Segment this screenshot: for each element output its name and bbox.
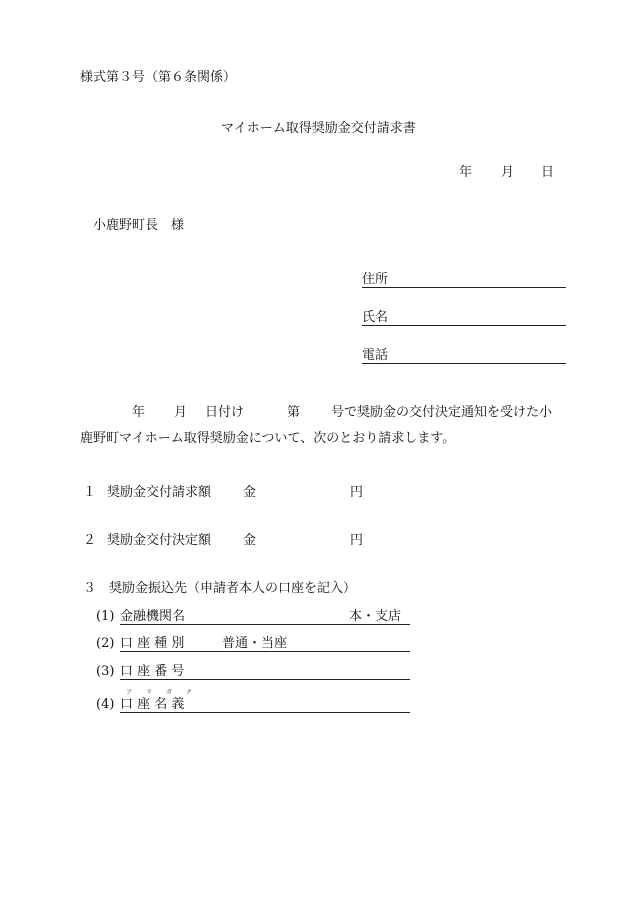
transfer-row-1-label: 金融機関名 xyxy=(120,609,186,624)
transfer-row-2-value: 普通・当座 xyxy=(222,636,288,651)
item-1-unit: 円 xyxy=(350,485,364,500)
bank-name-field[interactable] xyxy=(120,624,410,625)
transfer-row-4-label: 口 座 名 義 xyxy=(120,697,185,712)
account-number-field[interactable] xyxy=(120,679,410,680)
name-label: 氏名 xyxy=(362,310,389,325)
furigana-2: リ xyxy=(146,689,153,696)
item-2-unit: 円 xyxy=(350,533,364,548)
phone-label: 電話 xyxy=(362,348,389,363)
body-dai: 第 xyxy=(287,405,301,420)
phone-field[interactable] xyxy=(362,363,566,364)
item-1-label: 奨励金交付請求額 xyxy=(107,485,212,500)
body-day-suffix: 日付け xyxy=(205,405,245,420)
address-field[interactable] xyxy=(362,287,566,288)
account-type-field[interactable] xyxy=(120,651,410,652)
body-line2: 鹿野町マイホーム取得奨励金について、次のとおり請求します。 xyxy=(80,431,456,446)
date-year-label: 年 xyxy=(459,165,473,180)
date-day-label: 日 xyxy=(541,165,555,180)
item-1-prefix: 金 xyxy=(243,485,257,500)
item-2-label: 奨励金交付決定額 xyxy=(107,533,212,548)
date-month-label: 月 xyxy=(501,165,515,180)
item-2-prefix: 金 xyxy=(243,533,257,548)
transfer-row-1-value: 本・支店 xyxy=(349,609,402,624)
transfer-row-1-number: (1) xyxy=(96,609,115,624)
transfer-row-2-number: (2) xyxy=(96,636,115,651)
transfer-heading: ３ 奨励金振込先（申請者本人の口座を記入） xyxy=(83,581,357,596)
body-year: 年 xyxy=(132,405,146,420)
transfer-row-4-number: (4) xyxy=(96,697,115,712)
addressee: 小鹿野町長 様 xyxy=(93,218,185,233)
document-title: マイホーム取得奨励金交付請求書 xyxy=(221,121,416,136)
form-number: 様式第３号（第６条関係） xyxy=(80,70,237,85)
body-month: 月 xyxy=(174,405,188,420)
furigana-1: フ xyxy=(126,689,133,696)
transfer-row-3-label: 口 座 番 号 xyxy=(120,664,185,679)
body-line1-rest: 号で奨励金の交付決定通知を受けた小 xyxy=(331,405,553,420)
account-holder-field[interactable] xyxy=(120,712,410,713)
address-label: 住所 xyxy=(362,272,389,287)
name-field[interactable] xyxy=(362,325,566,326)
furigana-4: ナ xyxy=(186,689,193,696)
transfer-row-2-label: 口 座 種 別 xyxy=(120,636,185,651)
item-2-number: ２ xyxy=(83,533,97,548)
transfer-row-3-number: (3) xyxy=(96,664,115,679)
item-1-number: １ xyxy=(83,485,97,500)
furigana-3: ガ xyxy=(166,689,173,696)
